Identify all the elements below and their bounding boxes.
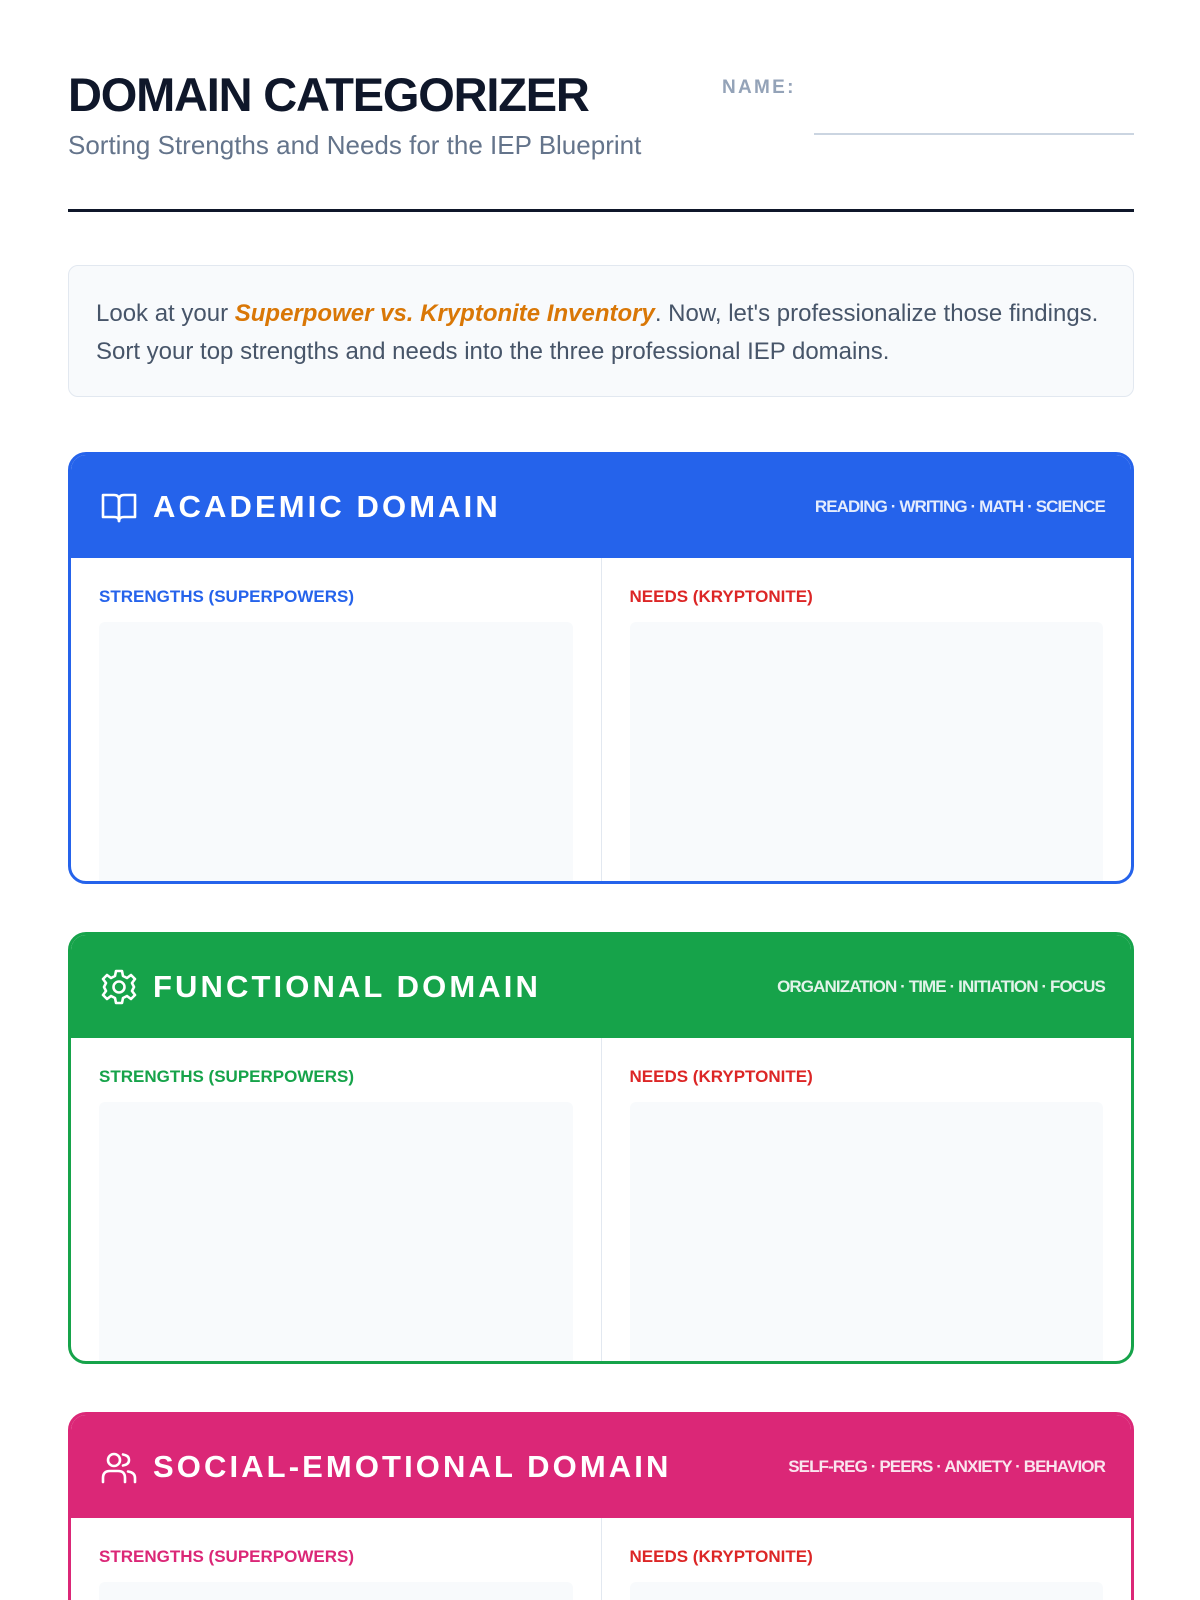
functional-needs-label: NEEDS (KRYPTONITE) xyxy=(629,1067,813,1086)
academic-strengths-input[interactable] xyxy=(99,622,573,881)
social-emotional-domain-title: SOCIAL-EMOTIONAL DOMAIN xyxy=(153,1448,672,1484)
academic-domain-title-group xyxy=(99,487,501,527)
worksheet-header xyxy=(68,66,1134,212)
functional-domain-header xyxy=(71,935,1131,1038)
functional-domain-card xyxy=(68,932,1134,1364)
social-emotional-domain-tags: SELF-REG · PEERS · ANXIETY · BEHAVIOR xyxy=(788,1456,1105,1476)
social-emotional-needs-column xyxy=(601,1518,1132,1600)
academic-domain-body xyxy=(71,558,1131,881)
users-icon xyxy=(99,1447,139,1487)
social-emotional-strengths-label: STRENGTHS (SUPERPOWERS) xyxy=(99,1547,355,1566)
social-emotional-strengths-column xyxy=(71,1518,601,1600)
functional-domain-title: FUNCTIONAL DOMAIN xyxy=(153,968,541,1004)
functional-strengths-input[interactable] xyxy=(99,1102,573,1361)
inventory-reference: Superpower vs. Kryptonite Inventory xyxy=(234,300,655,327)
name-label: NAME: xyxy=(722,77,796,98)
academic-strengths-label: STRENGTHS (SUPERPOWERS) xyxy=(99,587,355,606)
instructions-box xyxy=(68,265,1134,397)
social-emotional-domain-card xyxy=(68,1412,1134,1600)
social-emotional-needs-input[interactable] xyxy=(630,1582,1104,1600)
social-emotional-domain-header xyxy=(71,1415,1131,1518)
name-field[interactable] xyxy=(814,103,1134,135)
functional-domain-body xyxy=(71,1038,1131,1361)
functional-domain-tags: ORGANIZATION · TIME · INITIATION · FOCUS xyxy=(777,976,1105,996)
academic-domain-title: ACADEMIC DOMAIN xyxy=(153,488,501,524)
instructions-rest: . Now, let's professionalize those findings. Sort your top strengths and needs into the three professional IEP domains. xyxy=(96,300,1099,365)
academic-needs-input[interactable] xyxy=(630,622,1104,881)
social-emotional-domain-title-group xyxy=(99,1447,671,1487)
academic-domain-header xyxy=(71,455,1131,558)
functional-domain-title-group xyxy=(99,967,541,1007)
social-emotional-needs-label: NEEDS (KRYPTONITE) xyxy=(629,1547,813,1566)
social-emotional-strengths-input[interactable] xyxy=(99,1582,573,1600)
functional-needs-input[interactable] xyxy=(630,1102,1104,1361)
academic-strengths-column xyxy=(71,558,601,881)
academic-needs-label: NEEDS (KRYPTONITE) xyxy=(629,587,813,606)
book-icon xyxy=(99,487,139,527)
page-subtitle: Sorting Strengths and Needs for the IEP Blueprint xyxy=(68,130,642,160)
functional-needs-column xyxy=(601,1038,1132,1361)
academic-domain-tags: READING · WRITING · MATH · SCIENCE xyxy=(814,496,1105,516)
academic-domain-card xyxy=(68,452,1134,884)
functional-strengths-column xyxy=(71,1038,601,1361)
academic-needs-column xyxy=(601,558,1132,881)
instructions-lead: Look at your xyxy=(96,300,235,327)
page-title: DOMAIN CATEGORIZER xyxy=(68,68,589,121)
gear-icon xyxy=(99,967,139,1007)
functional-strengths-label: STRENGTHS (SUPERPOWERS) xyxy=(99,1067,355,1086)
social-emotional-domain-body xyxy=(71,1518,1131,1600)
